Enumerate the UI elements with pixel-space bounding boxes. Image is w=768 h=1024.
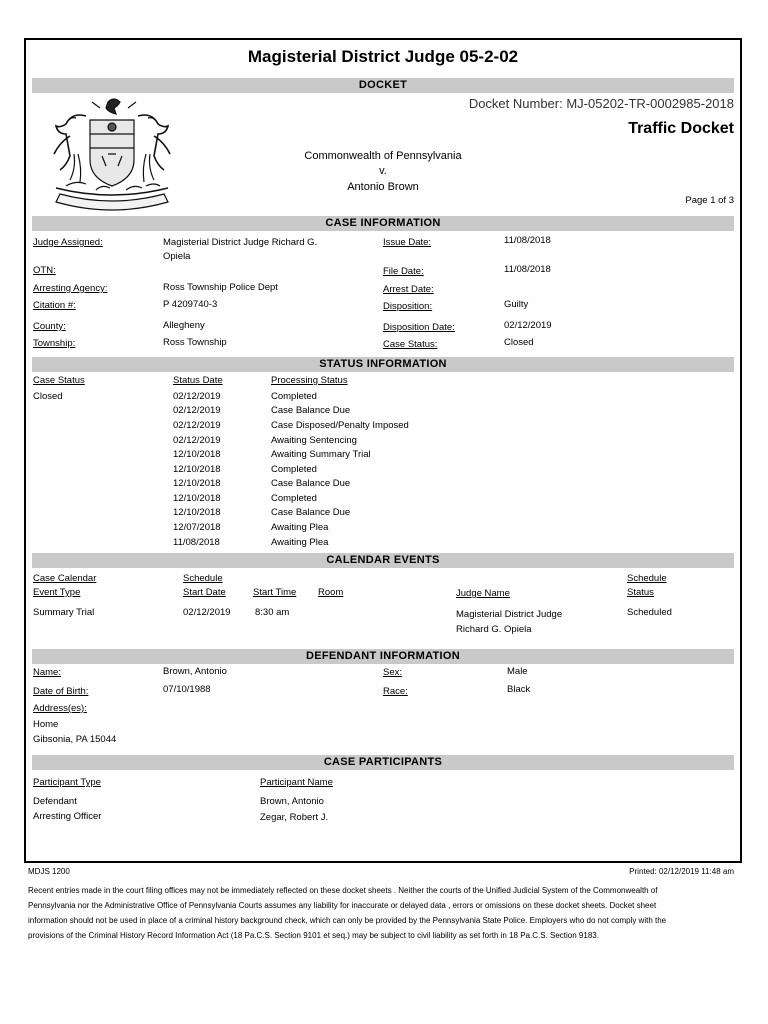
defendant-race-value: Black (507, 684, 531, 695)
docket-number: Docket Number: MJ-05202-TR-0002985-2018 (468, 96, 734, 111)
status-row-status: Case Disposed/Penalty Imposed (271, 420, 409, 431)
defendant-information-bar: DEFENDANT INFORMATION (32, 649, 734, 664)
status-row-status: Completed (271, 391, 317, 402)
defendant-name-value: Brown, Antonio (163, 666, 227, 677)
case-information-bar: CASE INFORMATION (32, 216, 734, 231)
participant-name: Brown, Antonio (260, 796, 324, 807)
calendar-event-type-value: Summary Trial (33, 607, 95, 618)
docket-type: Traffic Docket (628, 120, 734, 137)
status-row-date: 02/12/2019 (173, 405, 221, 416)
caption-line-2: v. (379, 165, 387, 177)
calendar-h-schedule-2: Schedule (627, 573, 667, 584)
participants-h-name: Participant Name (260, 777, 333, 788)
status-row-date: 12/10/2018 (173, 507, 221, 518)
county-value: Allegheny (163, 320, 205, 331)
status-row-status: Awaiting Summary Trial (271, 449, 371, 460)
status-row-status: Case Balance Due (271, 478, 351, 489)
calendar-judge-line-2: Richard G. Opiela (456, 624, 532, 635)
calendar-h-status: Status (627, 587, 654, 598)
arrest-date-label: Arrest Date: (383, 284, 434, 295)
defendant-address-value: Gibsonia, PA 15044 (33, 734, 117, 745)
township-value: Ross Township (163, 337, 227, 348)
status-row-status: Completed (271, 464, 317, 475)
status-row-status: Awaiting Plea (271, 537, 329, 548)
status-col-status-date: Status Date (173, 375, 223, 386)
defendant-name-label: Name: (33, 667, 61, 678)
calendar-judge-line-1: Magisterial District Judge (456, 609, 563, 620)
form-id: MDJS 1200 (28, 867, 70, 876)
calendar-events-bar: CALENDAR EVENTS (32, 553, 734, 568)
judge-assigned-label: Judge Assigned: (33, 237, 103, 248)
arresting-agency-value: Ross Township Police Dept (163, 282, 278, 293)
calendar-h-event-type: Event Type (33, 587, 81, 598)
status-row-date: 02/12/2019 (173, 435, 221, 446)
court-title: Magisterial District Judge 05-2-02 (247, 47, 519, 66)
status-row-status: Awaiting Sentencing (271, 435, 357, 446)
calendar-start-time-value: 8:30 am (255, 607, 290, 618)
status-information-bar: STATUS INFORMATION (32, 357, 734, 372)
status-row-date: 12/10/2018 (173, 449, 221, 460)
defendant-address-type: Home (33, 719, 59, 730)
status-row-date: 11/08/2018 (173, 537, 220, 548)
case-status-value: Closed (504, 337, 534, 348)
defendant-dob-label: Date of Birth: (33, 686, 89, 697)
defendant-race-label: Race: (383, 686, 408, 697)
calendar-h-start-time: Start Time (253, 587, 297, 598)
disposition-date-value: 02/12/2019 (504, 320, 552, 331)
status-col-processing-status: Processing Status (271, 375, 348, 386)
participant-type: Arresting Officer (33, 811, 102, 822)
defendant-dob-value: 07/10/1988 (163, 684, 211, 695)
citation-value: P 4209740-3 (163, 299, 218, 310)
printed-timestamp: Printed: 02/12/2019 11:48 am (629, 867, 734, 876)
file-date-value: 11/08/2018 (504, 264, 551, 275)
participant-type: Defendant (33, 796, 77, 807)
participant-name: Zegar, Robert J. (260, 812, 329, 823)
status-row-status: Awaiting Plea (271, 522, 329, 533)
status-row-date: 02/12/2019 (173, 391, 221, 402)
docket-bar: DOCKET (32, 78, 734, 93)
issue-date-value: 11/08/2018 (504, 235, 551, 246)
case-status-label: Case Status: (383, 339, 438, 350)
township-label: Township: (33, 338, 76, 349)
judge-assigned-line-2: Opiela (163, 251, 191, 262)
status-row-status: Completed (271, 493, 317, 504)
citation-label: Citation #: (33, 300, 76, 311)
calendar-h-room: Room (318, 587, 344, 598)
docket-frame (24, 38, 742, 863)
disposition-date-label: Disposition Date: (383, 322, 455, 333)
status-col-case-status: Case Status (33, 375, 85, 386)
disclaimer-text: Recent entries made in the court filing offices may not be immediately reflected on these docket sheets . Neither the courts of the Unified Judicial System of the Commonwealth of Pennsylvania nor the Administrative Office of Pennsylvania Courts assumes any liability for inaccurate or delayed data , errors or omissions on these docket sheets. Docket sheet information should not be used in place of a criminal history background check, which can only be provided by the Pennsylvania State Police. Employers who do not comply with the provisions of the Criminal History Record Information Act (18 Pa.C.S. Section 9101 et seq.) may be subject to civil liability as set forth in 18 Pa.C.S. Section 9183. (28, 886, 667, 940)
case-participants-bar: CASE PARTICIPANTS (32, 755, 734, 770)
defendant-address-label: Address(es): (33, 703, 87, 714)
disposition-value: Guilty (504, 299, 529, 310)
file-date-label: File Date: (383, 266, 424, 277)
judge-assigned-line-1: Magisterial District Judge Richard G. (163, 237, 318, 248)
status-row-status: Case Balance Due (271, 507, 351, 518)
disposition-label: Disposition: (383, 301, 433, 312)
defendant-sex-label: Sex: (383, 667, 403, 678)
defendant-sex-value: Male (507, 666, 528, 677)
calendar-status-value: Scheduled (627, 607, 672, 618)
otn-label: OTN: (33, 265, 56, 276)
status-row-date: 12/10/2018 (173, 464, 221, 475)
status-row-date: 12/10/2018 (173, 478, 221, 489)
calendar-start-date-value: 02/12/2019 (183, 607, 231, 618)
calendar-h-judge-name: Judge Name (456, 588, 510, 599)
calendar-h-schedule: Schedule (183, 573, 223, 584)
page-number: Page 1 of 3 (685, 195, 734, 206)
status-row-date: 12/10/2018 (173, 493, 221, 504)
status-row-date: 12/07/2018 (173, 522, 221, 533)
participants-h-type: Participant Type (33, 777, 101, 788)
caption-line-1: Commonwealth of Pennsylvania (304, 150, 462, 162)
county-label: County: (33, 321, 66, 332)
calendar-h-start-date: Start Date (183, 587, 226, 598)
caption-line-3: Antonio Brown (347, 181, 419, 193)
issue-date-label: Issue Date: (383, 237, 432, 248)
status-row-date: 02/12/2019 (173, 420, 221, 431)
status-row-status: Case Balance Due (271, 405, 351, 416)
status-case-status-value: Closed (33, 391, 63, 402)
calendar-h-case-calendar: Case Calendar (33, 573, 97, 584)
arresting-agency-label: Arresting Agency: (33, 283, 108, 294)
